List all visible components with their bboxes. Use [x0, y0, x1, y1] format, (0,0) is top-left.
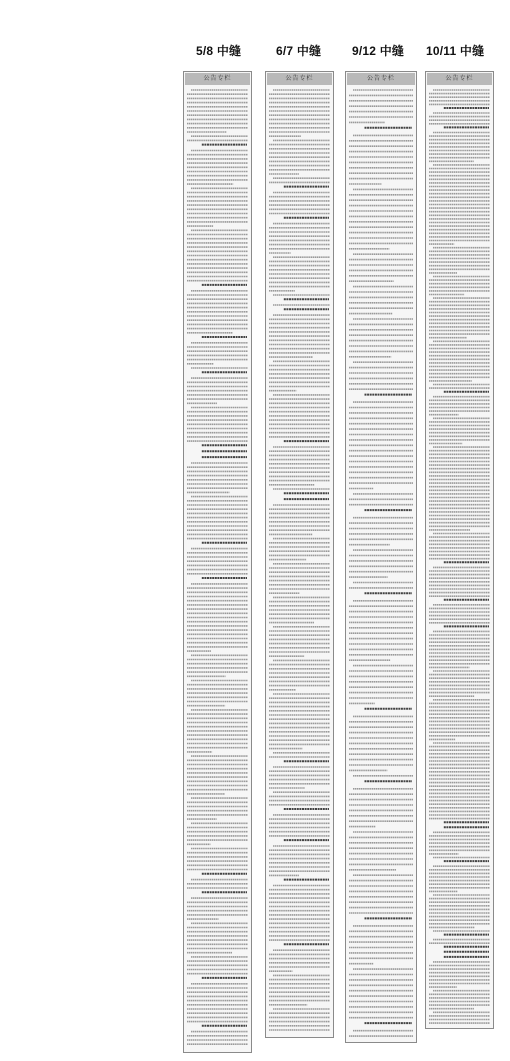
column-header: 公告专栏 — [427, 73, 492, 85]
notice-text-block — [428, 88, 491, 1026]
notice-column-6-7 — [265, 71, 334, 1038]
column-header: 公告专栏 — [347, 73, 415, 85]
notice-column-5-8 — [183, 71, 252, 1053]
notice-text-lines — [428, 88, 491, 1026]
date-label-10-11: 10/11 中缝 — [426, 44, 485, 58]
date-label-6-7: 6/7 中缝 — [276, 44, 322, 58]
date-label-5-8: 5/8 中缝 — [196, 44, 242, 58]
notice-text-lines — [186, 88, 249, 1050]
notice-text-lines — [268, 88, 331, 1035]
notice-column-10-11 — [425, 71, 494, 1029]
notice-column-9-12 — [345, 71, 417, 1043]
column-header: 公告专栏 — [267, 73, 332, 85]
column-header: 公告专栏 — [185, 73, 250, 85]
notice-text-lines — [348, 88, 414, 1040]
notice-text-block — [186, 88, 249, 1050]
notice-text-block — [348, 88, 414, 1040]
notice-text-block — [268, 88, 331, 1035]
date-label-9-12: 9/12 中缝 — [352, 44, 405, 58]
